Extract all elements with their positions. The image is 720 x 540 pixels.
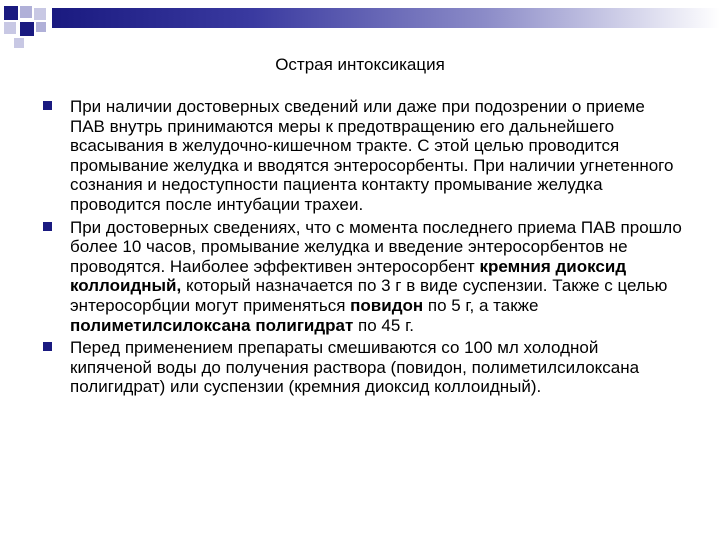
deco-square [14, 38, 24, 48]
deco-square [4, 6, 18, 20]
square-bullet-icon [43, 342, 52, 351]
square-bullet-icon [43, 222, 52, 231]
bullet-list [43, 97, 683, 400]
bullet-item [43, 338, 683, 397]
slide-title: Острая интоксикация [275, 55, 445, 74]
bullet-text: который назначается по 3 г в виде суспензии. Также с целью энтеросорбции могут применяться [70, 276, 668, 315]
deco-square [20, 6, 32, 18]
drug-name-bold: полиметилсилоксана полигидрат [70, 315, 354, 335]
drug-name-bold: кремния диоксид коллоидный, [70, 256, 627, 296]
bullet-item [43, 218, 683, 336]
square-bullet-icon [43, 101, 52, 110]
decorative-header [0, 0, 720, 60]
gradient-stripe [52, 8, 720, 28]
deco-square [36, 22, 46, 32]
bullet-text: по 45 г. [353, 315, 414, 335]
bullet-text: по 5 г, а также [423, 295, 539, 315]
deco-square [4, 22, 16, 34]
bullet-text: При наличии достоверных сведений или даже при подозрении о приеме ПАВ внутрь принимаются меры к предотвращению его дальнейшего всасывания в желудочно-кишечном тракте. С этой целью проводится промывание желудка и вводятся энтеросорбенты. При наличии угнетенного сознания и недоступности пациента контакту промывание желудка проводится после интубации трахеи. [70, 97, 674, 214]
bullet-text: При достоверных сведениях, что с момента последнего приема ПАВ прошло более 10 часов, промывание желудка и введение энтеросорбентов не проводятся. Наиболее эффективен энтеросорбент [70, 217, 682, 276]
bullet-text: Перед применением препараты смешиваются со 100 мл холодной кипяченой воды до получения раствора (повидон, полиметилсилоксана полигидрат) или суспензии (кремния диоксид коллоидный). [70, 338, 640, 397]
drug-name-bold: повидон [350, 295, 424, 315]
deco-square [20, 22, 34, 36]
deco-square [34, 8, 46, 20]
bullet-item [43, 97, 683, 215]
